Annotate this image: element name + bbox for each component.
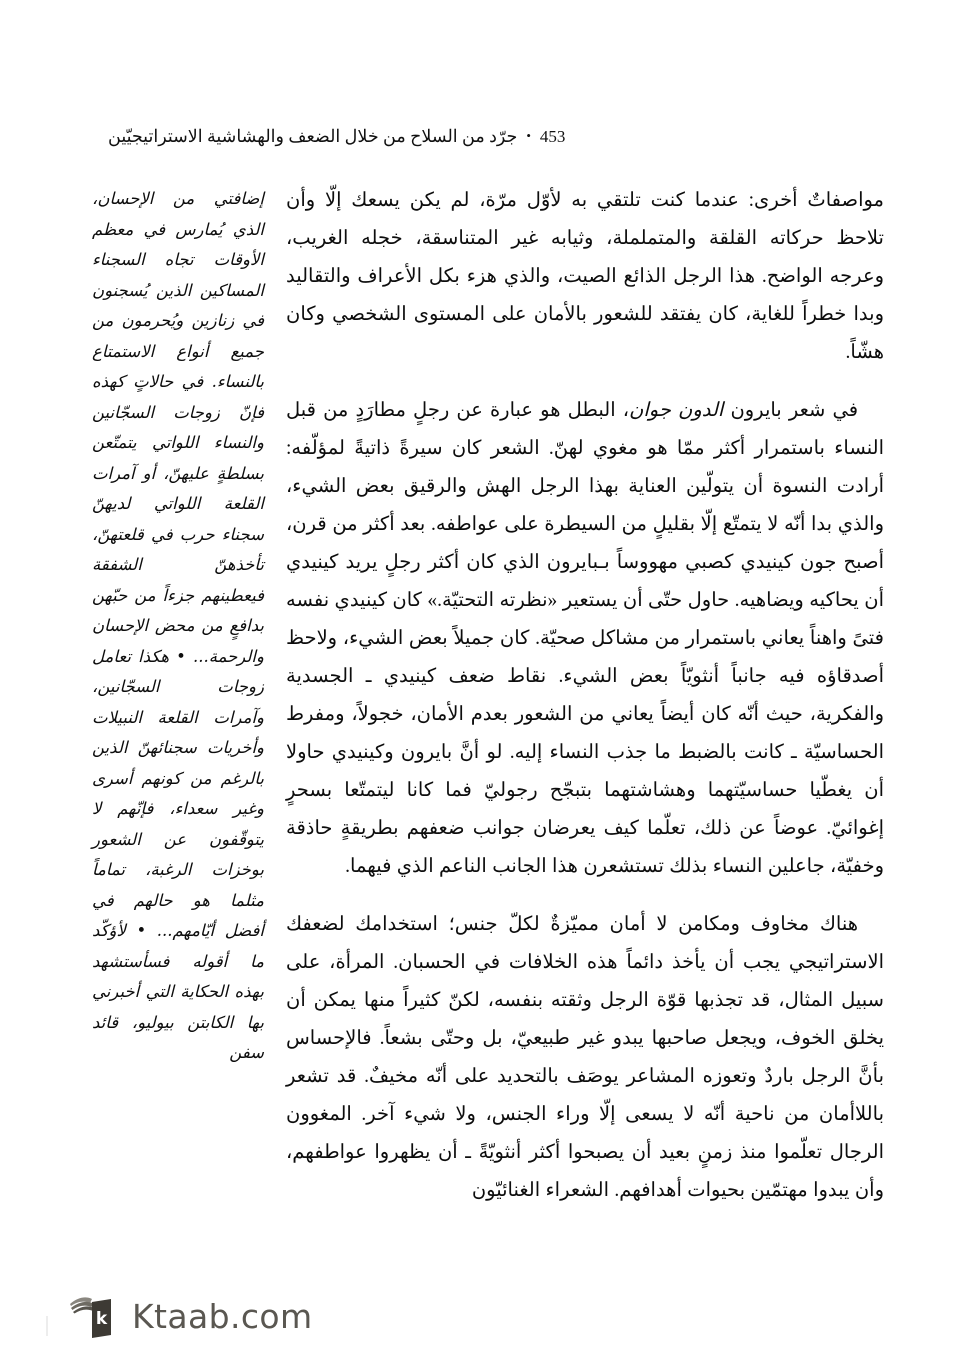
header-separator-dot: •	[526, 128, 531, 143]
paragraph-2	[286, 392, 884, 886]
svg-text:k: k	[95, 1309, 108, 1329]
paragraph-3: هناك مخاوف ومكامن لا أمان مميّزةٌ لكلّ جنس؛ استخدامك لضعفك الاستراتيجي يجب أن يأخذ دائماً هذه الخلافات في الحسبان. المرأة، على سبيل المثال، قد تجذبها قوّة الرجل وثقته بنفسه، لكنّ كثيراً منها يمكن أن يخلق الخوف، ويجعل صاحبها يبدو غير طبيعيّ، بل وحتّى بشعاً. فالإحساس بأنَّ الرجل باردٌ وتعوزه المشاعر يوصَف بالتحديد على أنّه مخيفٌ. قد تشعر باللاأمان من ناحية أنّه لا يسعى إلّا وراء الجنس، ولا شيء آخر. المغوون الرجال تعلّموا منذ زمنٍ بعيد أن يصبحوا أكثر أنثويّةً ـ أن يظهروا عواطفهم، وأن يبدوا مهتمّين بحيوات أهدافهم. الشعراء الغنائيّون	[286, 914, 884, 1201]
work-title-don-juan: الدون جوان	[629, 400, 724, 421]
page-number: 453	[539, 127, 566, 146]
open-book-icon	[62, 1287, 120, 1345]
paragraph-2-lead: في شعر بايرون	[723, 400, 859, 421]
paragraph-1: مواصفاتٌ أخرى: عندما كنت تلتقي به لأوّل مرّة، لم يكن يسعك إلّا وأن تلاحظ حركاته القلقة والمتململة، وثيابه غير المتناسقة، خجله الغريب، وعرجه الواضح. هذا الرجل الذائع الصيت، والذي هزء بكل الأعراف والتقاليد وبدا خطراً للغاية، كان يفتقد للشعور بالأمان على المستوى الشخصي وكان هشّاً.	[286, 190, 884, 363]
running-header	[108, 128, 620, 156]
page-edge-tick	[46, 1316, 48, 1336]
margin-note-text: إضافتي من الإحسان، الذي يُمارس في معظم الأوقات تجاه السجناء المساكين الذين يُسجنون في زنازين ويُحرمون من جميع أنواع الاستمتاع بالنساء. في حالاتٍ كهذه فإنّ زوجات السجّانين والنساء اللواتي يتمتّعن بسلطةٍ عليهنّ، أو آمرات القلعة اللواتي لديهنّ سجناء حرب في قلعتهنّ، تأخذهنّ الشفقة فيعطينهم جزءاً من حبّهن بدافعٍ من محض الإحسان والرحمة... • هكذا تعامل زوجات السجّانين، وآمرات القلعة النبيلات وأخريات سجنائهنّ الذين بالرغم من كونهم أسرى وغير سعداء، فإنّهم لا يتوقّفون عن الشعور بوخزات الرغبة، تماماً مثلما هو حالهم في أفضل أيّامهم... • لأؤكّد ما أقوله فسأستشهد بهذه الحكاية التي أخبرني بها الكابتن بيوليو، قائد سفن	[92, 189, 264, 1062]
page-body	[92, 182, 884, 1262]
chapter-title: جرّد من السلاح من خلال الضعف والهشاشية الاستراتيجيّين	[108, 126, 518, 146]
site-watermark	[62, 1278, 313, 1354]
main-text-column	[286, 182, 884, 1210]
paragraph-2-rest: ، البطل هو عبارة عن رجلٍ مطارَدٍ من قبل النساء باستمرار أكثر ممّا هو مغوي لهنّ. الشعر كان سيرةً ذاتيةً لمؤلّفه: أرادت النسوة أن يتولّين العناية بهذا الرجل الهش والرقيق بعض الشيء، والذي بدا أنّه لا يتمتّع إلّا بقليلٍ من السيطرة على عواطفه. بعد أكثر من قرن، أصبح جون كينيدي كصبي مهووساً بـبايرون الذي كان أكثر رجلٍ يريد كينيدي أن يحاكيه ويضاهيه. حاول حتّى أن يستعير «نظرته التحتيّة.» كان كينيدي نفسه فتىً واهناً يعاني باستمرار من مشاكل صحيّة. كان جميلاً بعض الشيء، ولاحظ أصدقاؤه فيه جانباً أنثويّاً بعض الشيء. نقاط ضعف كينيدي ـ الجسدية والفكرية، حيث أنّه كان أيضاً يعاني من الشعور بعدم الأمان، خجولاً، ومفرط الحساسيّة ـ كانت بالضبط ما جذب النساء إليه. لو أنَّ بايرون وكينيدي حاولا أن يغطّيا حساسيّتهما وهشاشتهما بتبجّح رجوليّ فما كانا ليتمتّعا بسحرٍ إغوائيّ. عوضاً عن ذلك، تعلّما كيف يعرضان جوانب ضعفهم بطريقةٍ حاذقة وخفيّة، جاعلين النساء بذلك تستشعرن هذا الجانب الناعم الذي فيهما.	[286, 400, 884, 877]
watermark-brand-text: Ktaab.com	[132, 1296, 313, 1336]
margin-note-column	[92, 184, 264, 1069]
